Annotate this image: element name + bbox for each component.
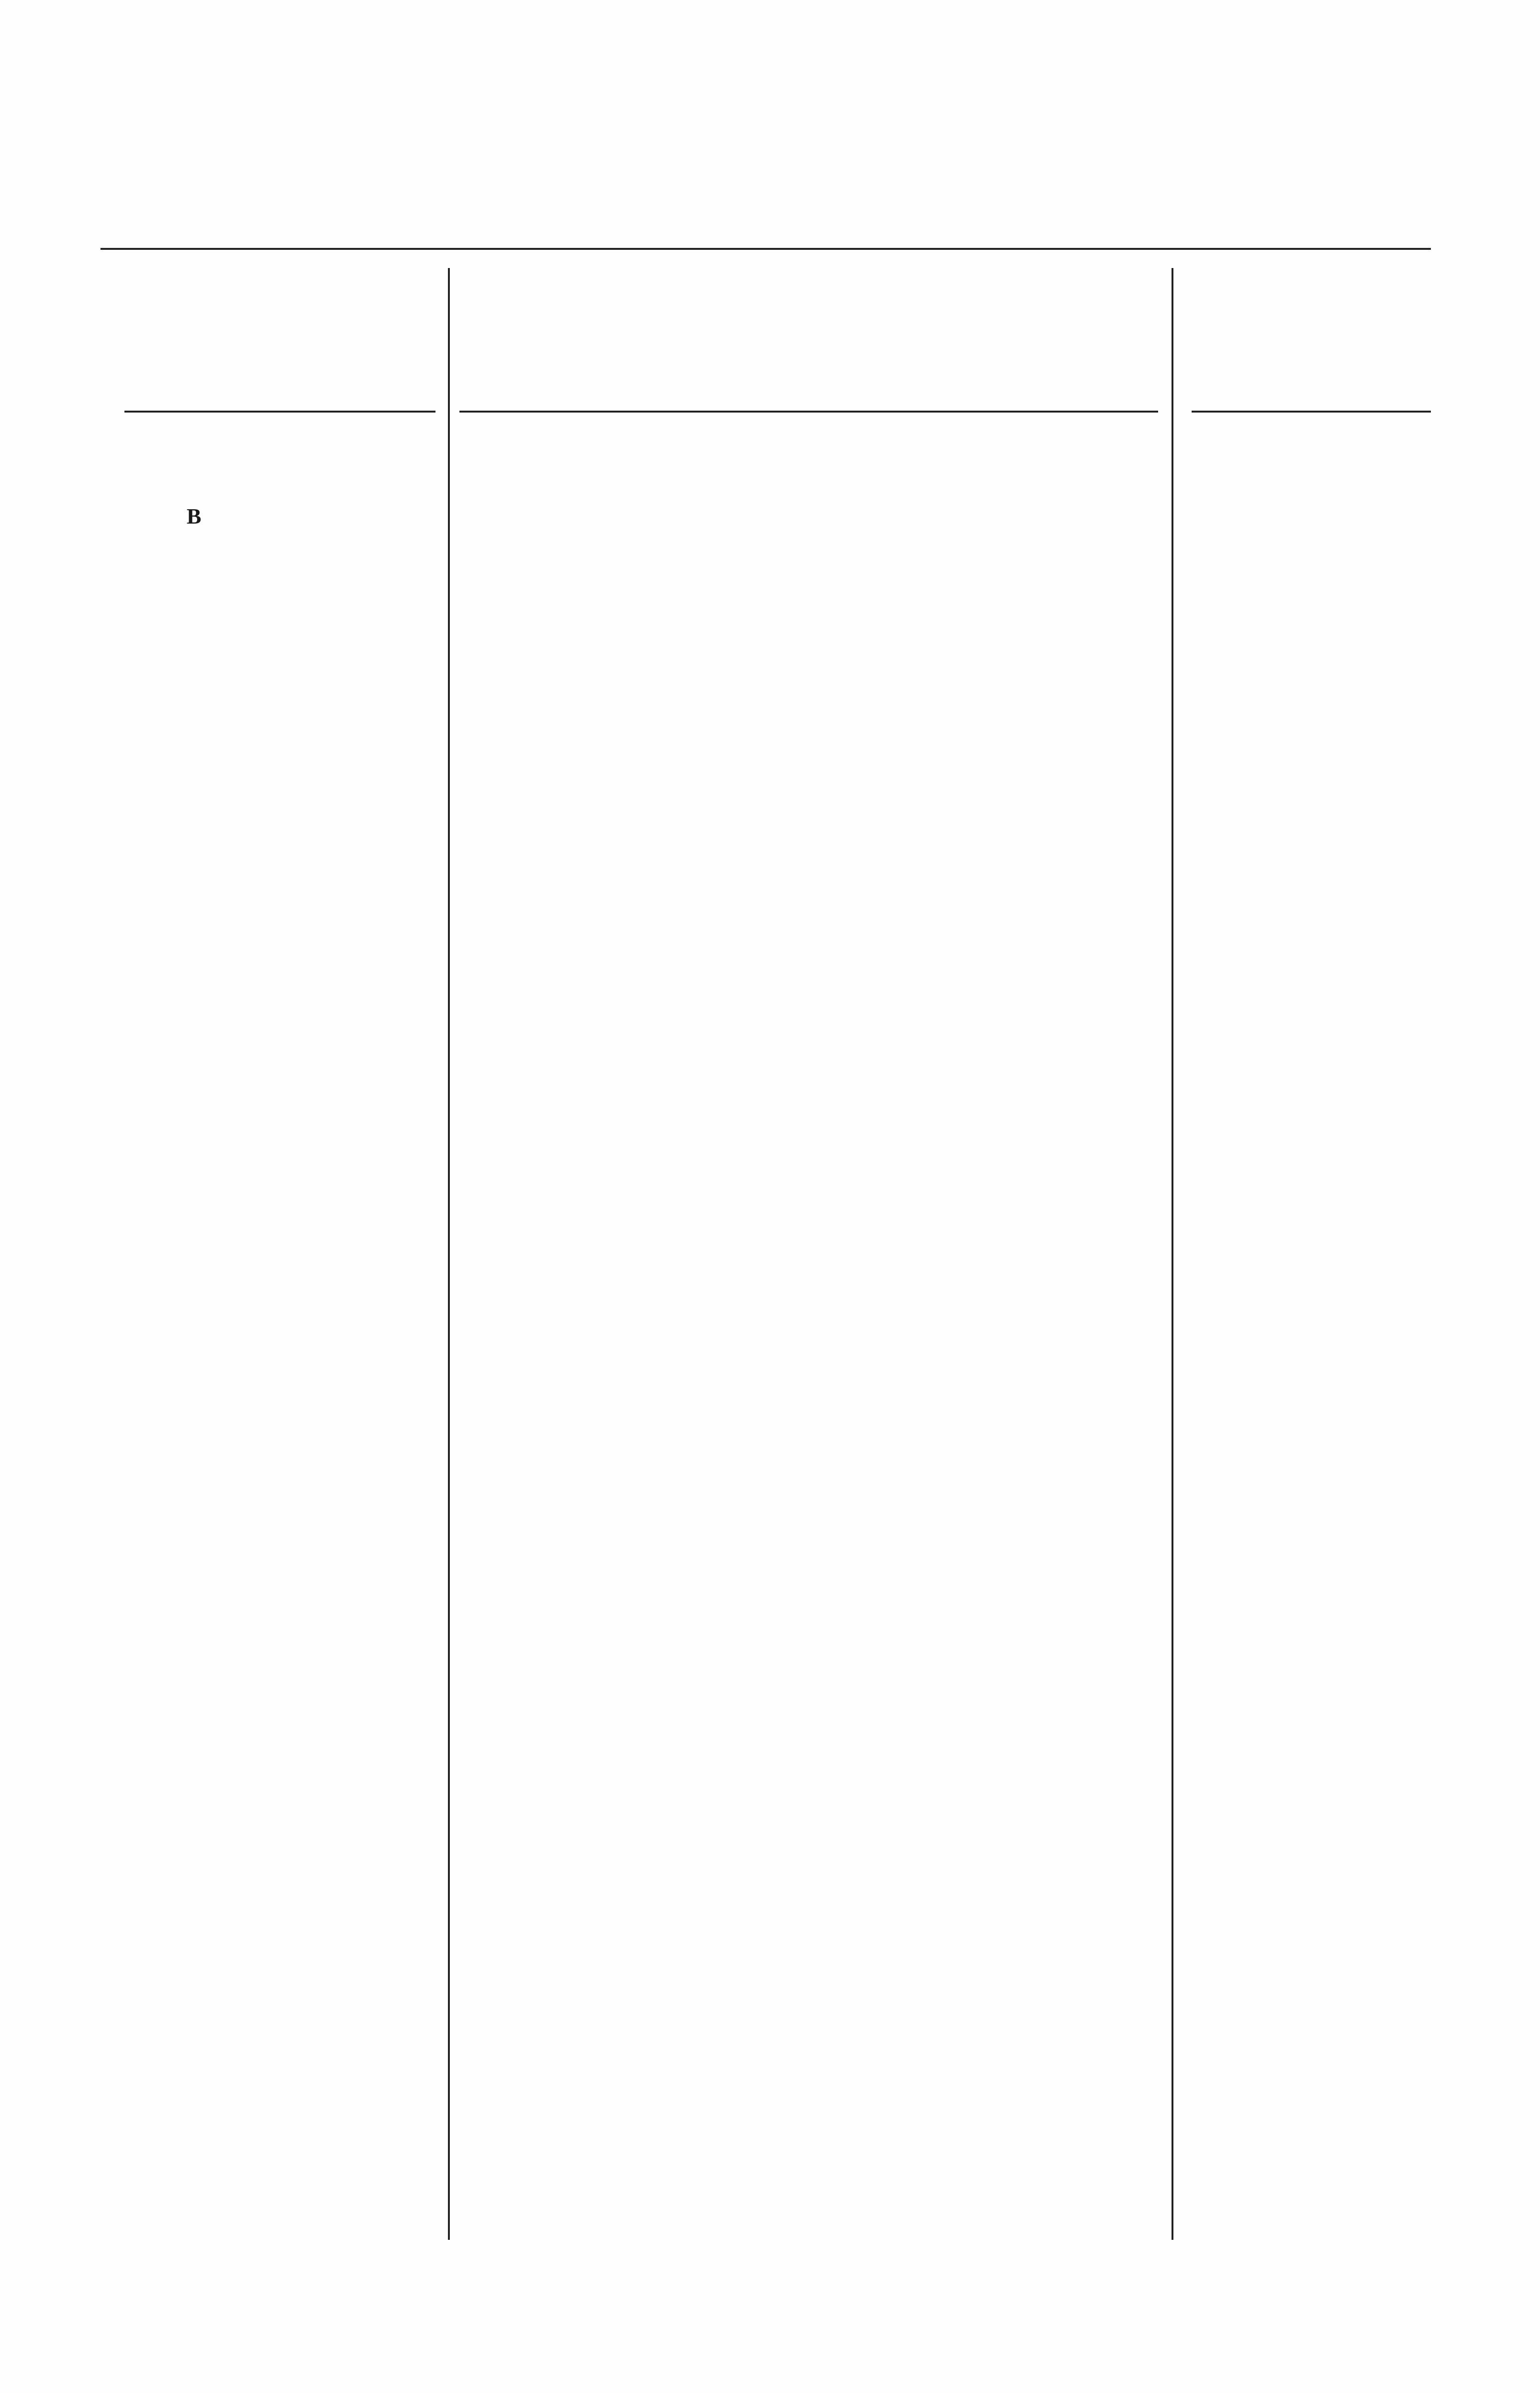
section-heading-b: B (187, 504, 201, 528)
header-rule-name (124, 411, 435, 413)
column-divider-left (448, 268, 450, 2240)
header-rule-page (1192, 411, 1431, 413)
header-rule-office (459, 411, 1158, 413)
top-rule (100, 248, 1431, 250)
column-divider-right (1172, 268, 1173, 2240)
